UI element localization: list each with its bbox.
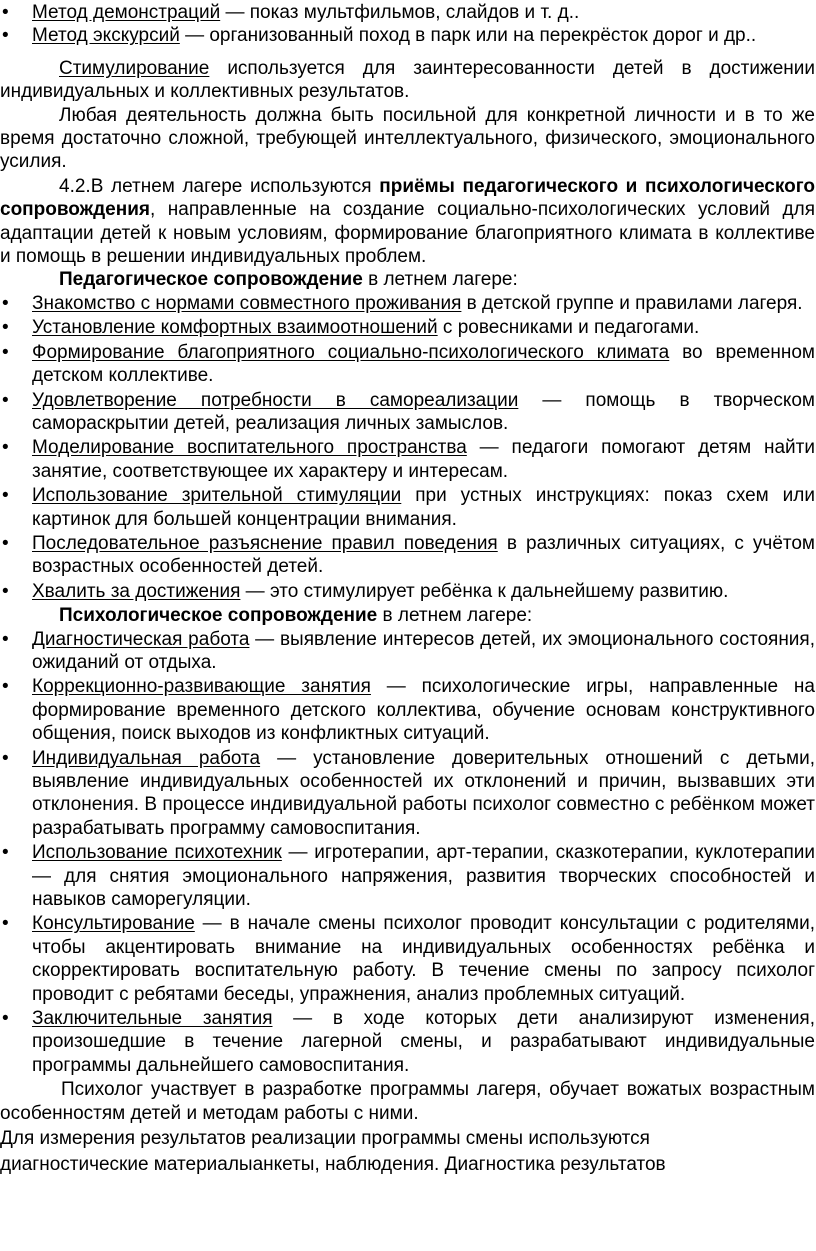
spacer: [0, 48, 815, 57]
list-item: [0, 628, 815, 675]
pedagogical-heading-text: в летнем лагере:: [362, 269, 518, 291]
paragraph-measurement-line-1: Для измерения результатов реализации программы смены используются: [0, 1128, 650, 1150]
paragraph-section-4-2: [0, 175, 815, 269]
list-item-term: Хвалить за достижения: [32, 580, 241, 602]
list-item: [0, 484, 815, 531]
stimulation-term: Стимулирование: [59, 57, 210, 79]
list-item-text: — показ мультфильмов, слайдов и т. д..: [220, 2, 580, 23]
list-item: [0, 912, 815, 1006]
psychological-heading: [0, 604, 815, 627]
pedagogical-heading-bold: Педагогическое сопровождение: [59, 269, 363, 291]
list-item-text: — установление доверительных отношений с детьми, выявление индивидуальных особенностей их отклонений и причин, вызвавших эти отклонения. В процессе индивидуальной работы психолог совместно с ребёнком может разрабатывать программу самовоспитания.: [32, 747, 815, 839]
list-item: [0, 841, 815, 911]
psychological-heading-text: в летнем лагере:: [377, 605, 533, 627]
paragraph-psychologist: Психолог участвует в разработке программы лагеря, обучает вожатых возрастным особенностям детей и методам работы с ними.: [0, 1079, 815, 1124]
document-page: [0, 1, 815, 1176]
list-item-text: во временном детском коллективе.: [32, 341, 815, 387]
list-item-term: Использование зрительной стимуляции: [32, 485, 402, 507]
list-item-text: — психологические игры, направленные на формирование временного детского коллектива, обучение основам конструктивного общения, поиск выходов из конфликтных ситуаций.: [32, 676, 815, 745]
list-item: [0, 1, 815, 24]
paragraph-activity: Любая деятельность должна быть посильной для конкретной личности и в то же время достаточно сложной, требующей интеллектуального, физического, эмоционального усилия.: [0, 104, 815, 173]
list-item-text: — в ходе которых дети анализируют изменения, произошедшие в течение лагерной смены, и разрабатывают индивидуальные программы дальнейшего самовоспитания.: [32, 1008, 815, 1076]
list-item-term: Метод экскурсий: [32, 25, 180, 47]
list-item: [0, 292, 815, 315]
list-item-term: Использование психотехник: [32, 842, 282, 864]
list-item-term: Заключительные занятия: [32, 1008, 273, 1030]
list-item-term: Коррекционно-развивающие занятия: [32, 676, 371, 698]
section-text: , направленные на создание социально-психологических условий для адаптации детей к новым условиям, формирование благоприятного климата в коллективе и помощь в решении индивидуальных проблем.: [0, 199, 815, 268]
paragraph-measurement-line-2: диагностические материалыанкеты, наблюдения. Диагностика результатов: [0, 1153, 666, 1175]
list-item: [0, 747, 815, 841]
list-item-term: Знакомство с нормами совместного проживания: [32, 292, 462, 314]
list-item-text: — в начале смены психолог проводит консультации с родителями, чтобы акцентировать внимание на индивидуальных особенностях ребёнка и скорректировать воспитательную работу. В течение смены по запросу психолог проводит с ребятами беседы, упражнения, анализ проблемных ситуаций.: [32, 913, 815, 1005]
list-item: [0, 389, 815, 436]
list-item-text: — организованный поход в парк или на перекрёсток дорог и др..: [179, 25, 757, 47]
list-item-term: Метод демонстраций: [32, 2, 221, 23]
paragraph-stimulation: [0, 57, 815, 104]
list-item: [0, 316, 815, 339]
list-item-term: Формирование благоприятного социально-психологического климата: [32, 341, 670, 363]
list-item-text: — помощь в творческом самораскрытии детей, реализация личных замыслов.: [32, 389, 815, 434]
list-item-text: в детской группе и правилами лагеря.: [461, 292, 803, 314]
list-item: [0, 580, 815, 603]
list-item-term: Удовлетворение потребности в самореализации: [32, 389, 519, 411]
list-item-text: — педагоги помогают детям найти занятие, соответствующее их характеру и интересам.: [32, 437, 815, 482]
list-item-text: при устных инструкциях: показ схем или картинок для большей концентрации внимания.: [32, 485, 815, 530]
stimulation-text: используется для заинтересованности детей в достижении индивидуальных и коллективных результатов.: [0, 57, 815, 103]
list-item-text: — это стимулирует ребёнка к дальнейшему развитию.: [240, 580, 729, 602]
list-item-term: Консультирование: [32, 913, 195, 935]
list-item-term: Индивидуальная работа: [32, 747, 261, 769]
list-item-text: в различных ситуациях, с учётом возрастных особенностей детей.: [32, 532, 815, 578]
list-item: [0, 675, 815, 745]
list-item-text: с ровесниками и педагогами.: [437, 317, 700, 339]
list-item-term: Последовательное разъяснение правил поведения: [32, 532, 498, 554]
section-bold-term: приёмы педагогического и психологического сопровождения: [0, 175, 815, 221]
list-item: [0, 341, 815, 388]
list-item: [0, 1007, 815, 1077]
psychological-list: [0, 628, 815, 1078]
pedagogical-heading: [0, 268, 815, 291]
list-item-text: — выявление интересов детей, их эмоционального состояния, ожиданий от отдыха.: [32, 628, 815, 673]
list-item-term: Диагностическая работа: [32, 628, 250, 650]
list-item-term: Установление комфортных взаимоотношений: [32, 317, 438, 339]
section-lead: 4.2.В летнем лагере используются: [59, 175, 380, 197]
psychological-heading-bold: Психологическое сопровождение: [59, 605, 378, 627]
list-item: [0, 24, 815, 47]
list-item: [0, 532, 815, 579]
pedagogical-list: [0, 292, 815, 603]
list-item-term: Моделирование воспитательного пространства: [32, 437, 467, 459]
list-item: [0, 436, 815, 483]
list-item-text: — игротерапии, арт-терапии, сказкотерапии, куклотерапии — для снятия эмоционального напряжения, развития творческих способностей и навыков саморегуляции.: [32, 842, 815, 911]
